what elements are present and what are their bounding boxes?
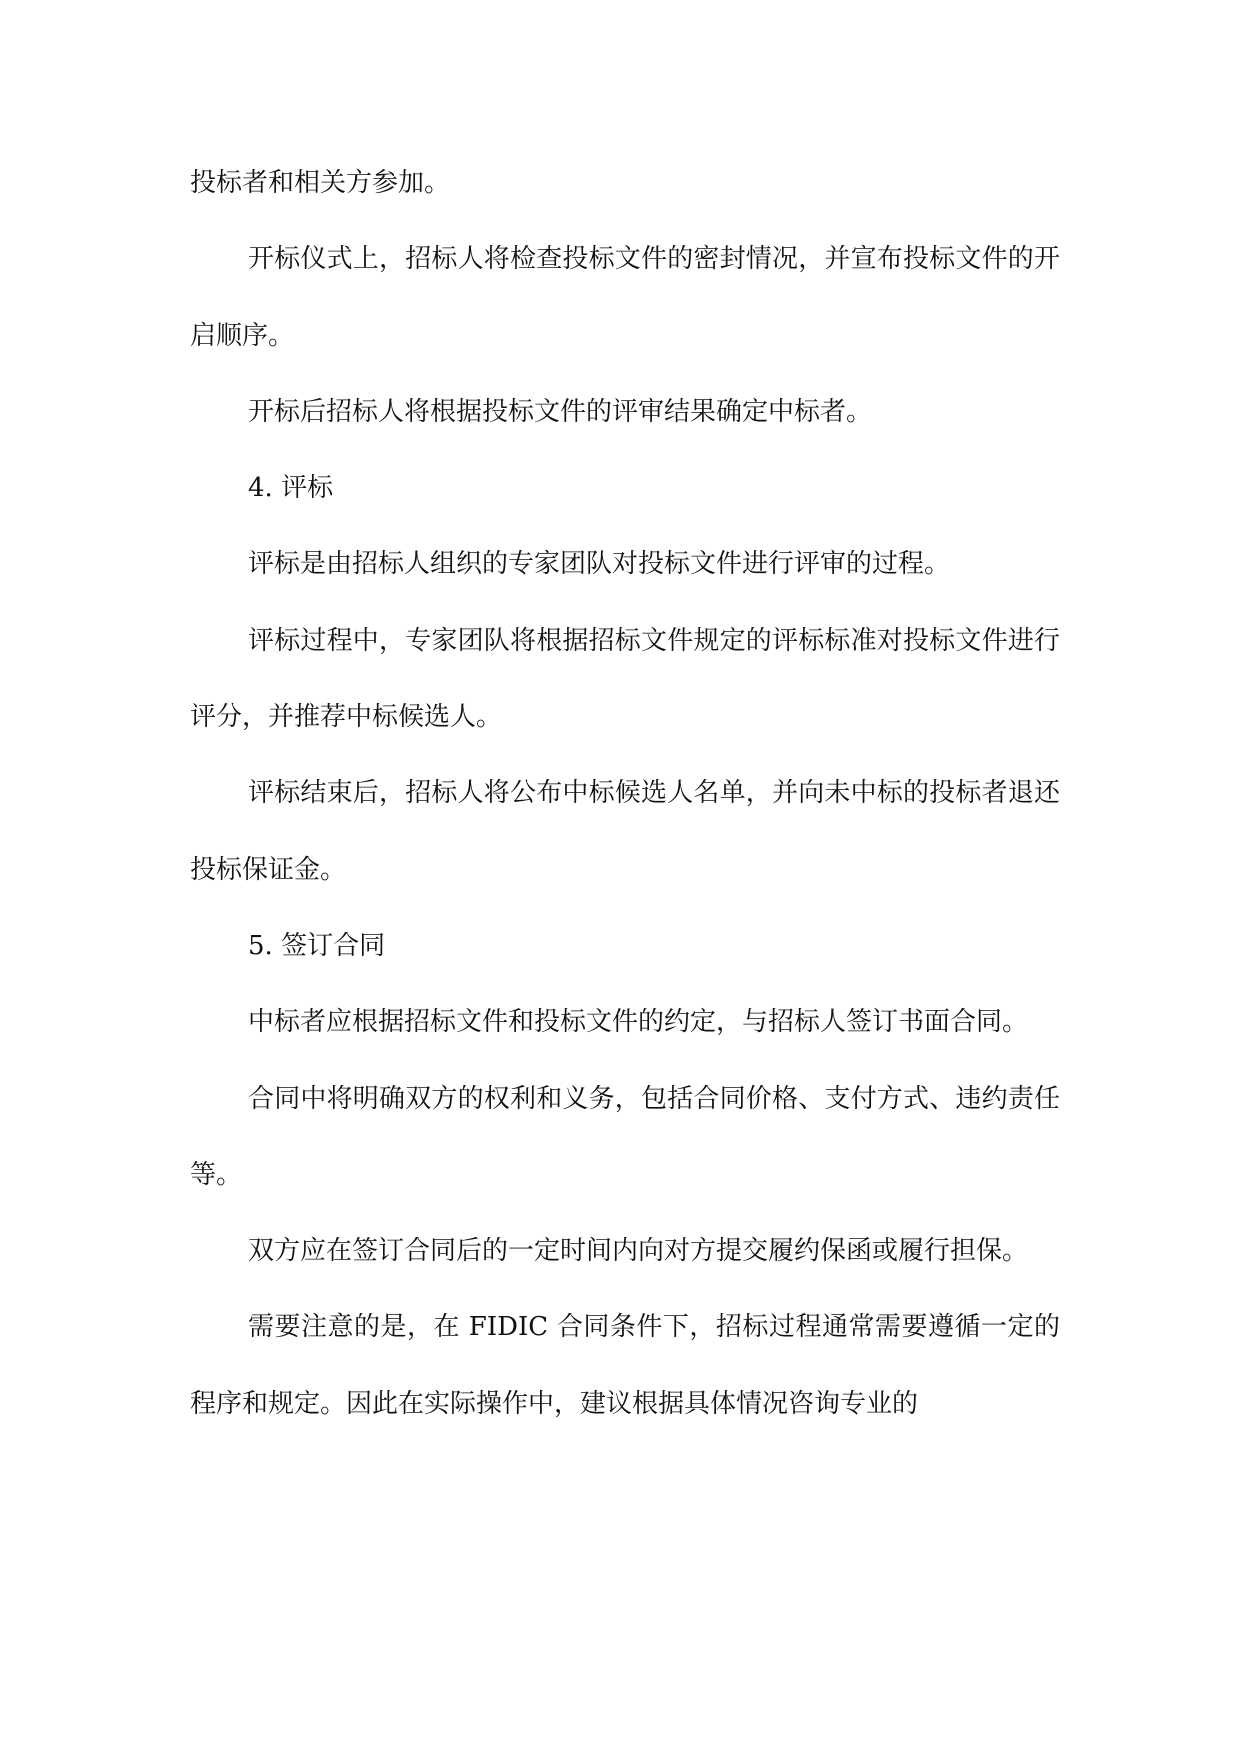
paragraph-evaluation-process: 评标过程中，专家团队将根据招标文件规定的评标标准对投标文件进行评分，并推荐中标候选人。	[190, 625, 1060, 733]
paragraph-after-opening: 开标后招标人将根据投标文件的评审结果确定中标者。	[248, 396, 873, 427]
paragraph-opening-ceremony: 开标仪式上，招标人将检查投标文件的密封情况，并宣布投标文件的开启顺序。	[190, 244, 1060, 351]
document-body	[190, 145, 1060, 1442]
paragraph-evaluation-result: 评标结束后，招标人将公布中标候选人名单，并向未中标的投标者退还投标保证金。	[190, 778, 1060, 885]
paragraph-contract-signing: 中标者应根据招标文件和投标文件的约定，与招标人签订书面合同。	[248, 1007, 1029, 1038]
paragraph-fidic-note: 需要注意的是，在 FIDIC 合同条件下，招标过程通常需要遵循一定的程序和规定。因此在实际操作中，建议根据具体情况咨询专业的	[190, 1312, 1060, 1419]
paragraph-continuation: 投标者和相关方参加。	[190, 168, 451, 198]
section-heading-contract: 5. 签订合同	[248, 930, 386, 961]
paragraph-evaluation-definition: 评标是由招标人组织的专家团队对投标文件进行评审的过程。	[248, 549, 951, 580]
section-heading-evaluation: 4. 评标	[248, 473, 334, 504]
paragraph-contract-rights: 合同中将明确双方的权利和义务，包括合同价格、支付方式、违约责任等。	[190, 1083, 1060, 1190]
paragraph-performance-guarantee: 双方应在签订合同后的一定时间内向对方提交履约保函或履行担保。	[248, 1236, 1029, 1267]
